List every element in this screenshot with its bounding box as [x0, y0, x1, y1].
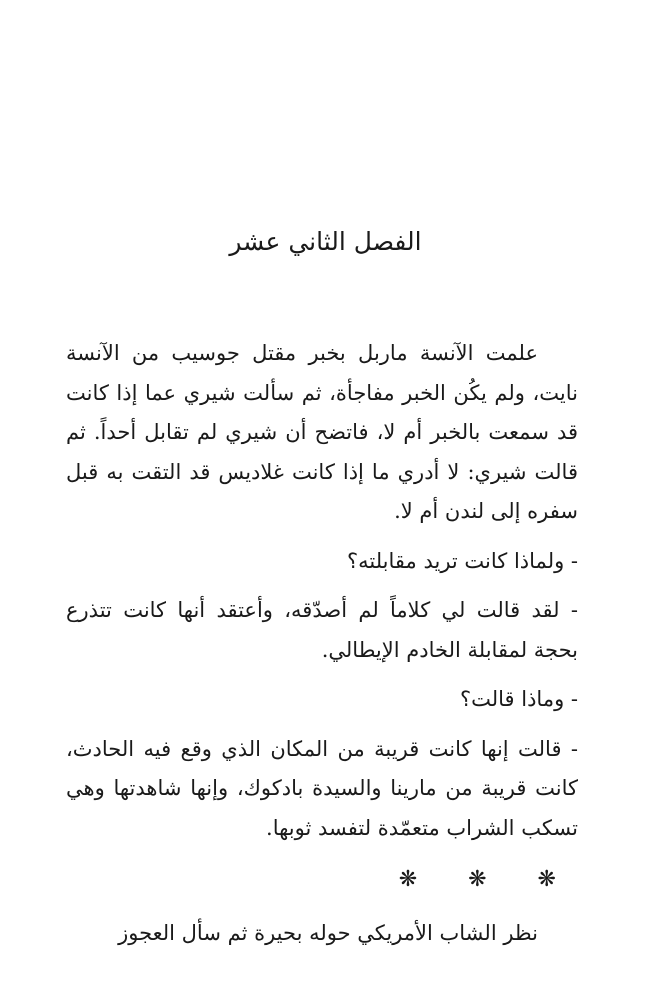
chapter-title: الفصل الثاني عشر: [229, 227, 422, 256]
chapter-body: [66, 334, 578, 964]
paragraph-opening: علمت الآنسة ماربل بخبر مقتل جوسيب من الآنسة نايت، ولم يكُن الخبر مفاجأة، ثم سألت شيري عما إذا كانت قد سمعت بالخبر أم لا، فاتضح أن شيري لم تقابل أحداً. ثم قالت شيري: لا أدري ما إذا كانت غلاديس قد التقت به قبل سفره إلى لندن أم لا.: [66, 341, 578, 523]
paragraph-next-section: نظر الشاب الأمريكي حوله بحيرة ثم سأل العجوز: [118, 921, 538, 945]
dialogue-line: - ولماذا كانت تريد مقابلته؟: [346, 548, 578, 573]
section-separator: ❋ ❋ ❋: [398, 867, 578, 892]
dialogue-line: - قالت إنها كانت قريبة من المكان الذي وقع فيه الحادث، كانت قريبة من مارينا والسيدة بادكوك، وإنها شاهدتها وهي تسكب الشراب متعمّدة لتفسد ثوبها.: [66, 736, 578, 840]
dialogue-line: - وماذا قالت؟: [459, 687, 578, 711]
dialogue-line: - لقد قالت لي كلاماً لم أصدّقه، وأعتقد أنها كانت تتذرع بحجة لمقابلة الخادم الإيطالي.: [66, 598, 578, 662]
